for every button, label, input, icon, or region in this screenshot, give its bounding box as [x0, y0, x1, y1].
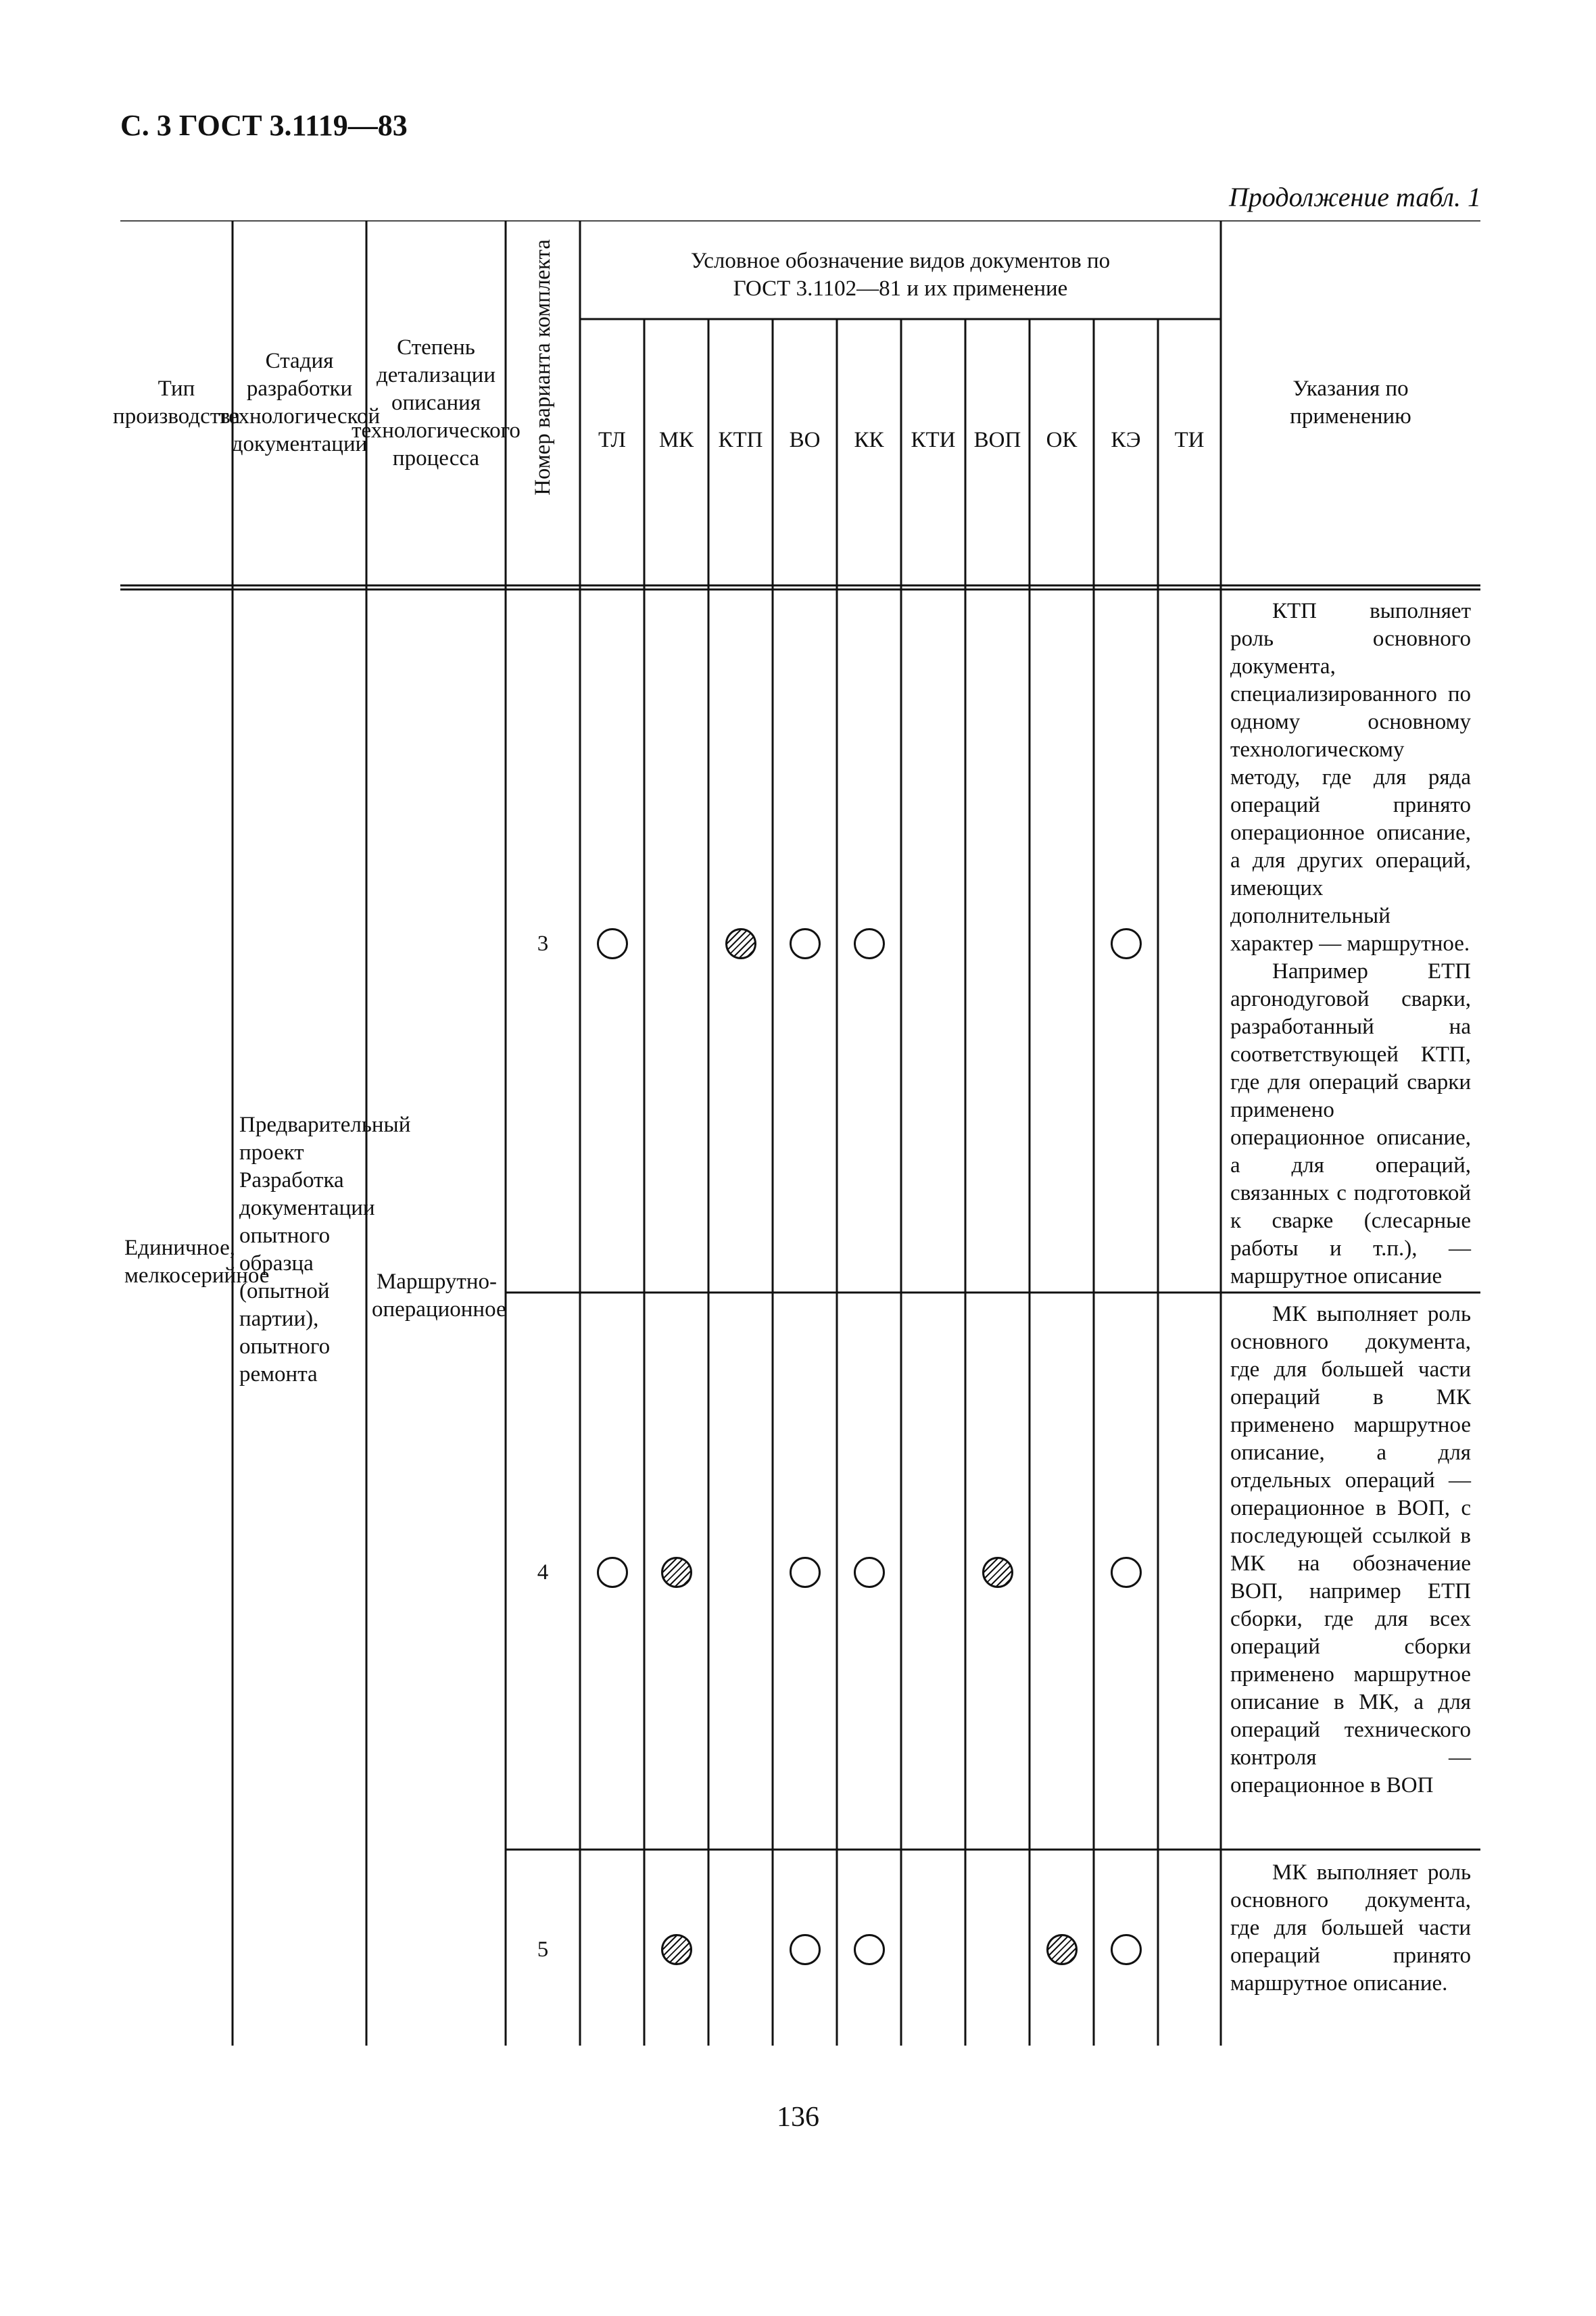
table-continuation-label: Продолжение табл. 1 — [1228, 182, 1481, 212]
variant-number: 5 — [537, 1937, 549, 1962]
header-production-type: Тип производства — [113, 377, 240, 429]
note-paragraph: КТП выполняет роль основного документа, специализированного по одному основному технологическому методу, где для ряда операций принято операционное описание, а для других операций, имеющих дополнительный характер — маршрутное. — [1230, 599, 1471, 956]
row-notes — [1221, 1301, 1480, 1800]
document-table — [113, 220, 1480, 2046]
header-variant-number: Номер варианта комплекта — [531, 239, 555, 496]
variant-number: 3 — [537, 932, 549, 956]
header-doc-ktp: КТП — [718, 428, 763, 452]
open-circle-mark — [790, 928, 821, 959]
header-development-stage: Стадия разработки технологической документации — [218, 349, 381, 456]
header-doc-vo: ВО — [789, 428, 821, 452]
open-circle-mark — [597, 928, 628, 959]
production-type-cell: Единичное, мелкосерийное — [124, 1236, 270, 1288]
open-circle-mark — [854, 928, 885, 959]
header-doc-mk: МК — [658, 428, 694, 452]
header-doc-kti: КТИ — [911, 428, 956, 452]
header-doc-vop: ВОП — [973, 428, 1021, 452]
open-circle-mark — [1111, 1934, 1142, 1965]
hatched-circle-mark — [661, 1934, 692, 1965]
open-circle-mark — [854, 1934, 885, 1965]
development-stage-cell: Предварительный проект Разработка документации опытного образца (опытной партии), опытного ремонта — [239, 1113, 411, 1386]
header-doc-group: Условное обозначение видов документов по ГОСТ 3.1102—81 и их применение — [690, 249, 1111, 301]
row-notes — [1221, 598, 1480, 1290]
header-notes: Указания по применению — [1290, 377, 1411, 429]
header-doc-tl: ТЛ — [598, 428, 626, 452]
open-circle-mark — [1111, 928, 1142, 959]
hatched-circle-mark — [725, 928, 756, 959]
header-doc-ke: КЭ — [1111, 428, 1141, 452]
open-circle-mark — [790, 1557, 821, 1588]
note-paragraph: Например ЕТП аргонодуговой сварки, разработанный на соответствующей КТП, где для операций сварки применено операционное описание, а для операций, связанных с подготовкой к сварке (слесарные работы и т.п.), — маршрутное описание — [1230, 959, 1471, 1288]
hatched-circle-mark — [982, 1557, 1013, 1588]
row-notes — [1221, 1859, 1480, 1998]
detail-degree-cell: Маршрутно-операционное — [372, 1270, 506, 1322]
header-doc-ok: ОК — [1046, 428, 1078, 452]
header-doc-kk: КК — [854, 428, 884, 452]
open-circle-mark — [597, 1557, 628, 1588]
header-detail-degree: Степень детализации описания технологического процесса — [352, 335, 521, 471]
hatched-circle-mark — [661, 1557, 692, 1588]
note-paragraph: МК выполняет роль основного документа, где для большей части операций принято маршрутное описание. — [1230, 1860, 1471, 1996]
page-header: С. 3 ГОСТ 3.1119—83 — [120, 109, 408, 142]
page-number: 136 — [777, 2102, 819, 2133]
open-circle-mark — [854, 1557, 885, 1588]
header-doc-ti: ТИ — [1174, 428, 1205, 452]
open-circle-mark — [790, 1934, 821, 1965]
variant-number: 4 — [537, 1560, 549, 1585]
open-circle-mark — [1111, 1557, 1142, 1588]
hatched-circle-mark — [1046, 1934, 1078, 1965]
note-paragraph: МК выполняет роль основного документа, где для большей части операций в МК применено маршрутное описание, а для отдельных операций — операционное в ВОП, с последующей ссылкой в МК на обозначение ВОП, например ЕТП сборки, где для всех операций сборки применено маршрутное описание в МК, а для операций технического контроля — операционное в ВОП — [1230, 1302, 1471, 1798]
